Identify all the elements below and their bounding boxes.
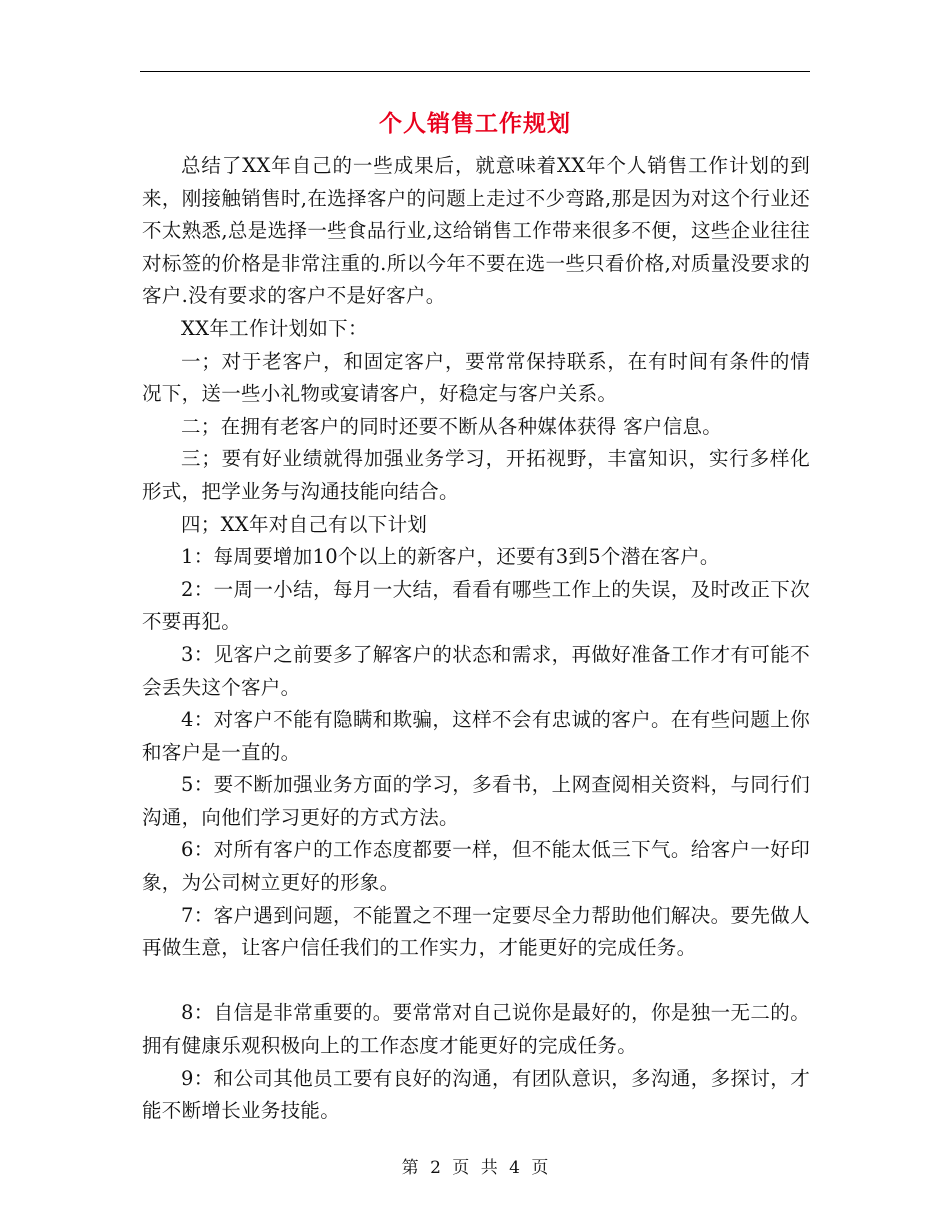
- personal-goal-3: 3：见客户之前要多了解客户的状态和需求，再做好准备工作才有可能不会丢失这个客户。: [142, 642, 810, 699]
- personal-goal-9: 9：和公司其他员工要有良好的沟通，有团队意识，多沟通，多探讨，才能不断增长业务技能。: [142, 1066, 810, 1123]
- plan-item-3: 三；要有好业绩就得加强业务学习，开拓视野，丰富知识，实行多样化形式，把学业务与沟通技能向结合。: [142, 447, 810, 503]
- personal-goal-4: 4：对客户不能有隐瞒和欺骗，这样不会有忠诚的客户。在有些问题上你和客户是一直的。: [142, 708, 810, 764]
- personal-goal-7: 7：客户遇到问题，不能置之不理一定要尽全力帮助他们解决。要先做人再做生意，让客户信任我们的工作实力，才能更好的完成任务。: [142, 903, 810, 960]
- personal-goal-5: 5：要不断加强业务方面的学习，多看书，上网查阅相关资料，与同行们沟通，向他们学习更好的方式方法。: [142, 773, 810, 829]
- plan-item-2: 二；在拥有老客户的同时还要不断从各种媒体获得 客户信息。: [181, 414, 723, 438]
- personal-goal-1: 1：每周要增加10个以上的新客户，还要有3到5个潜在客户。: [181, 545, 720, 569]
- personal-goal-2: 2：一周一小结，每月一大结，看看有哪些工作上的失误，及时改正下次不要再犯。: [142, 577, 810, 634]
- plan-item-4: 四；XX年对自己有以下计划: [181, 512, 428, 536]
- header-rule: [140, 71, 810, 72]
- plan-item-1: 一；对于老客户，和固定客户，要常常保持联系，在有时间有条件的情况下，送一些小礼物或宴请客户，好稳定与客户关系。: [142, 349, 810, 406]
- page-number: 第 2 页 共 4 页: [401, 1158, 549, 1178]
- document-title: 个人销售工作规划: [379, 110, 571, 137]
- plan-heading: XX年工作计划如下：: [181, 316, 368, 340]
- personal-goal-6: 6：对所有客户的工作态度都要一样，但不能太低三下气。给客户一好印象，为公司树立更好的形象。: [142, 838, 810, 895]
- document-body: [142, 150, 810, 1128]
- intro-paragraph: 总结了XX年自己的一些成果后，就意味着XX年个人销售工作计划的到来，刚接触销售时,在选择客户的问题上走过不少弯路,那是因为对这个行业还不太熟悉,总是选择一些食品行业,这给销售工作带来很多不便，这些企业往往对标签的价格是非常注重的.所以今年不要在选一些只看价格,对质量没要求的客户.没有要求的客户不是好客户。: [142, 154, 810, 308]
- personal-goal-8: 8：自信是非常重要的。要常常对自己说你是最好的，你是独一无二的。拥有健康乐观积极向上的工作态度才能更好的完成任务。: [142, 1001, 810, 1058]
